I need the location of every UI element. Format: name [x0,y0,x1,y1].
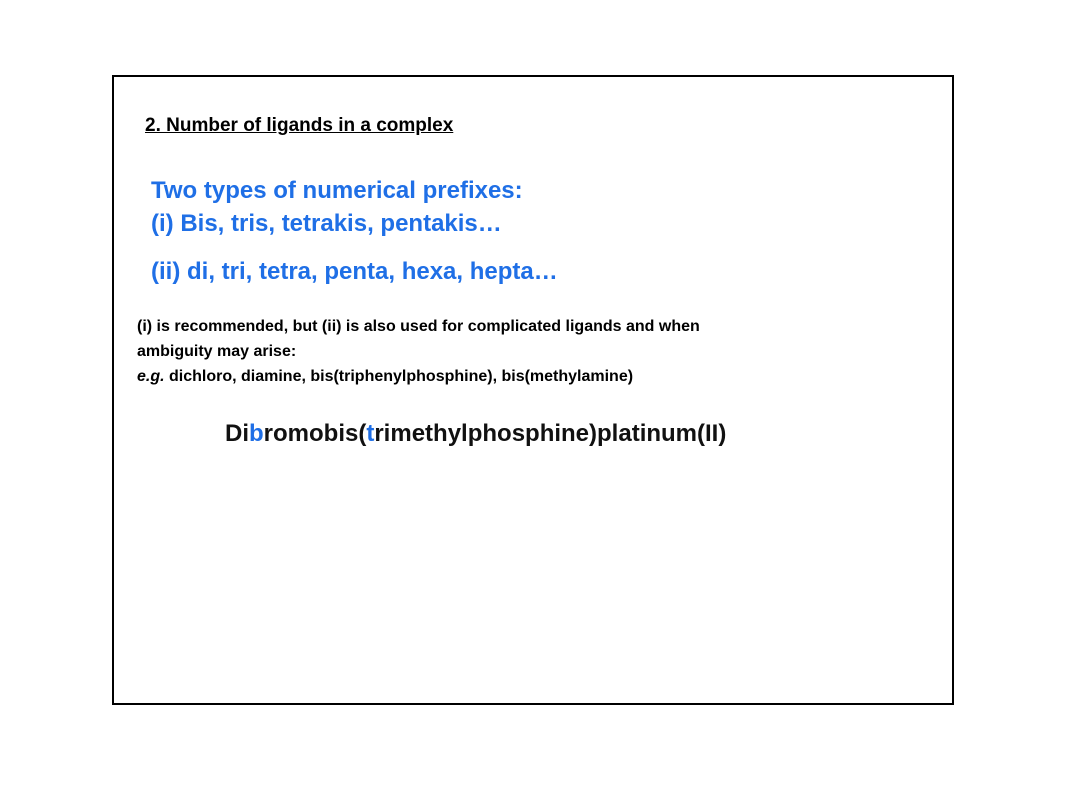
section-heading: 2. Number of ligands in a complex [145,115,454,136]
example-part-1: Di [225,420,249,447]
example-part-5: rimethylphosphine)platinum(II) [374,420,727,447]
example-highlight-b: b [249,420,264,447]
prefix-types-title: Two types of numerical prefixes: [151,177,523,204]
example-highlight-t: t [366,420,375,447]
usage-note-line-1: (i) is recommended, but (ii) is also used for complicated ligands and when [137,318,700,335]
usage-note-examples [137,364,927,389]
eg-text: dichloro, diamine, bis(triphenylphosphine), bis(methylamine) [164,368,634,385]
prefix-type-ii: (ii) di, tri, tetra, penta, hexa, hepta… [151,258,558,285]
usage-note-line-2: ambiguity may arise: [137,343,297,360]
prefix-type-i: (i) Bis, tris, tetrakis, pentakis… [151,210,502,237]
prefix-types-block [151,174,558,288]
example-compound-name [225,420,726,448]
eg-label: e.g. [137,368,165,385]
slide-frame [112,75,954,705]
usage-note [137,314,927,389]
example-part-3: romobis( [263,420,367,447]
